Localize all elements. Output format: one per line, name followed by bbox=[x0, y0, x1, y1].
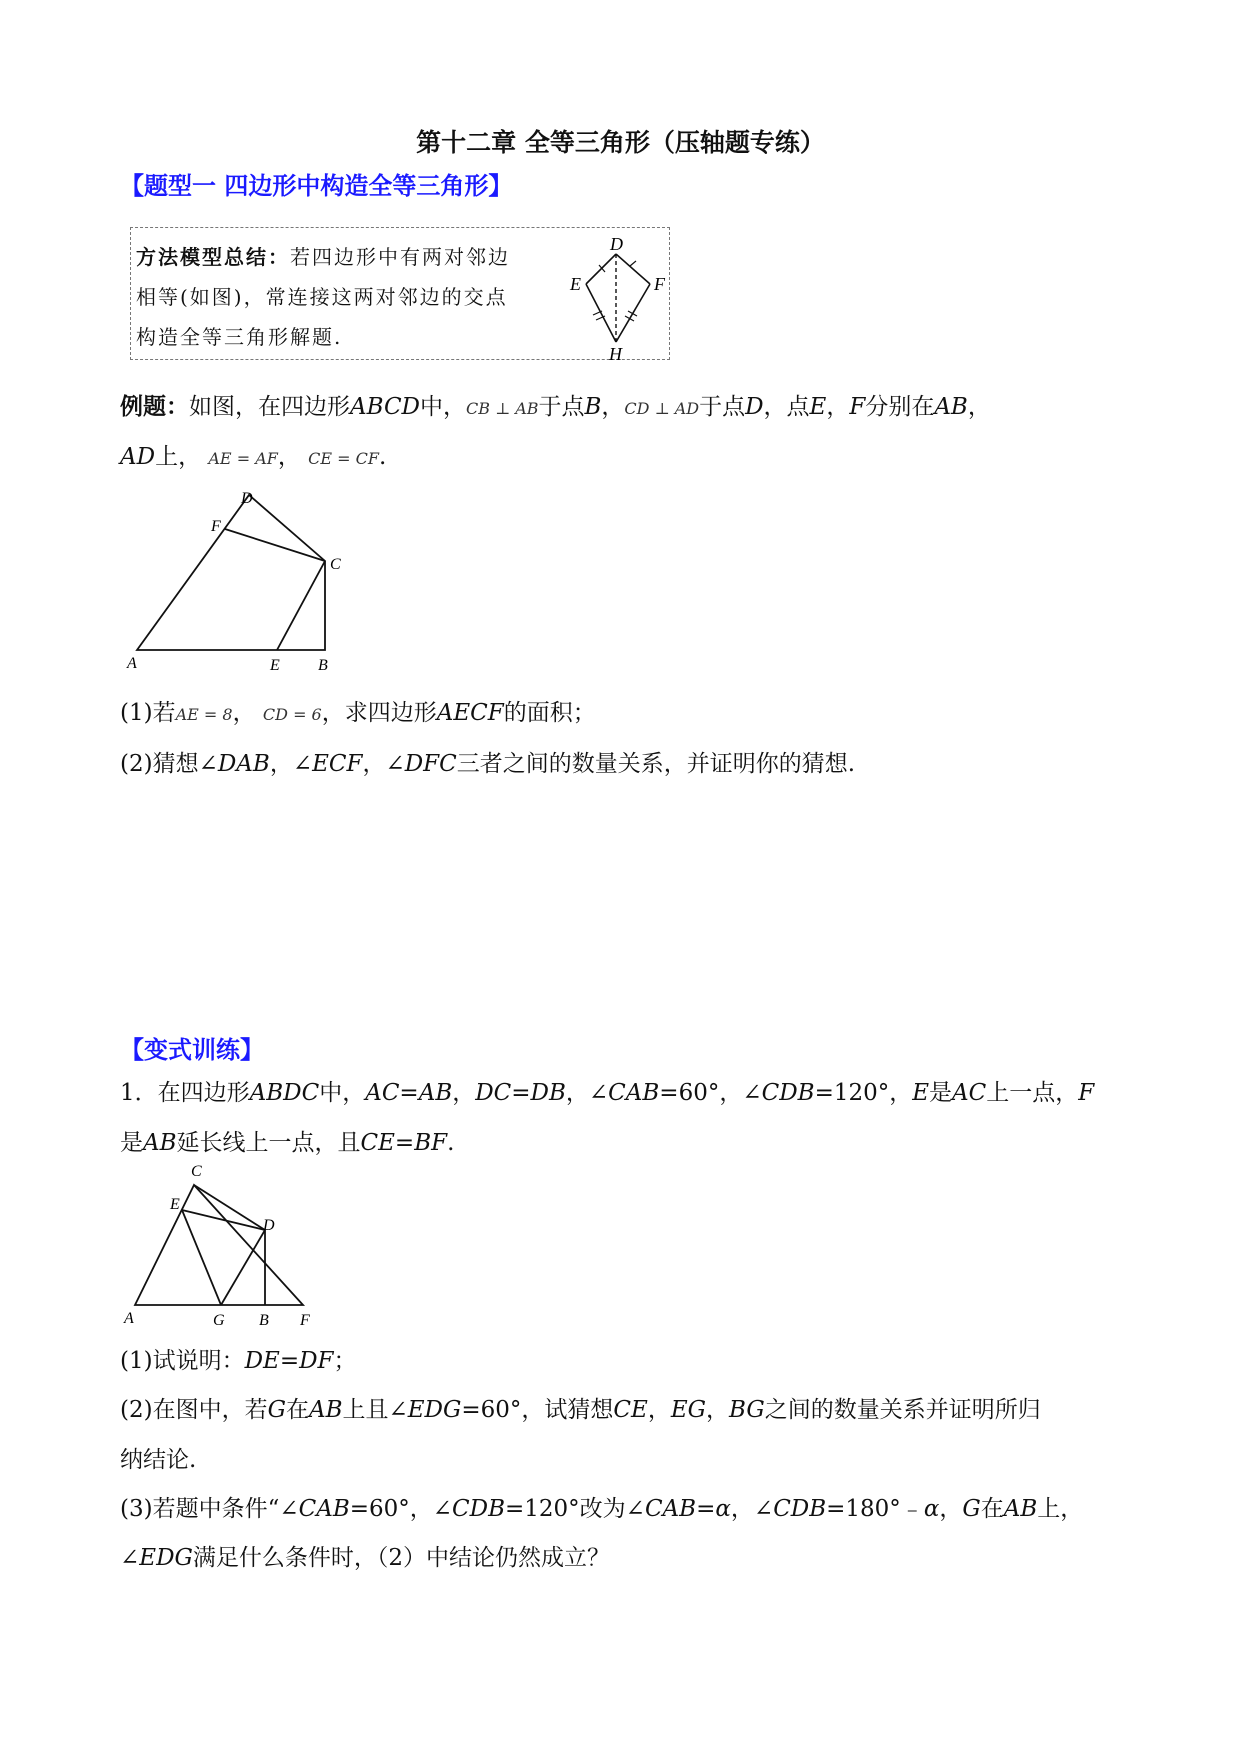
kite-label-f: F bbox=[654, 274, 665, 294]
variation-problem-line-2: 是AB延长线上一点，且CE=BF. bbox=[120, 1130, 455, 1156]
method-line-2: 相等(如图)，常连接这两对邻边的交点 bbox=[136, 285, 508, 309]
segment-ed bbox=[182, 1210, 265, 1230]
kite-label-e: E bbox=[570, 274, 581, 294]
fig1-label-e: E bbox=[270, 657, 280, 674]
method-text-1: 若四边形中有两对邻边 bbox=[290, 245, 510, 269]
kite-label-d: D bbox=[610, 236, 623, 254]
variation-question-3-cont: ∠EDG满足什么条件时，（2）中结论仍然成立？ bbox=[120, 1545, 611, 1571]
example-figure-quadrilateral bbox=[120, 488, 350, 678]
triangle-acf bbox=[135, 1185, 303, 1305]
fig1-label-d: D bbox=[241, 490, 253, 507]
example-question-1: (1)若AE = 8， CD = 6，求四边形AECF的面积； bbox=[120, 700, 596, 726]
fig2-label-d: D bbox=[263, 1217, 275, 1234]
kite-figure bbox=[560, 236, 670, 364]
tick-df bbox=[630, 261, 636, 266]
kite-side-de bbox=[586, 254, 616, 284]
fig1-label-b: B bbox=[318, 657, 328, 674]
fig1-label-a: A bbox=[127, 655, 137, 672]
variation-problem-line-1: 1．在四边形ABDC中，AC=AB，DC=DB，∠CAB=60°，∠CDB=120°，E是AC上一点，F bbox=[120, 1080, 1095, 1106]
method-line-3: 构造全等三角形解题. bbox=[136, 325, 343, 349]
segment-eg bbox=[182, 1210, 221, 1305]
fig2-label-c: C bbox=[191, 1163, 202, 1180]
page-title: 第十二章 全等三角形（压轴题专练） bbox=[416, 128, 825, 157]
variation-question-2-cont: 纳结论. bbox=[120, 1447, 197, 1473]
method-summary-text bbox=[136, 237, 556, 357]
kite-side-eh bbox=[586, 284, 616, 342]
fig2-label-b: B bbox=[259, 1312, 269, 1329]
fig1-label-f: F bbox=[211, 518, 221, 535]
quad-abcd bbox=[137, 495, 325, 650]
fig2-label-g: G bbox=[213, 1312, 225, 1329]
segment-fc bbox=[225, 529, 325, 561]
example-line-1: 例题：如图，在四边形ABCD中，CB ⊥ AB于点B，CD ⊥ AD于点D，点E，F分别在AB， bbox=[120, 393, 991, 420]
variation-question-2: (2)在图中，若G在AB上且∠EDG=60°，试猜想CE，EG，BG之间的数量关系并证明所归 bbox=[120, 1397, 1041, 1423]
kite-label-h: H bbox=[609, 344, 622, 364]
example-line-2: AD上， AE = AF， CE = CF. bbox=[120, 444, 387, 470]
kite-side-fh bbox=[616, 284, 650, 342]
fig2-label-f: F bbox=[300, 1312, 310, 1329]
fig1-label-c: C bbox=[330, 556, 341, 573]
method-line-1 bbox=[136, 237, 556, 277]
variation-question-3: (3)若题中条件“∠CAB=60°，∠CDB=120°改为∠CAB=α，∠CDB=180°﹣α，G在AB上， bbox=[120, 1496, 1084, 1522]
variation-question-1: (1)试说明：DE=DF； bbox=[120, 1348, 357, 1374]
variation-figure-triangle bbox=[120, 1160, 330, 1330]
kite-side-df bbox=[616, 254, 650, 284]
fig2-label-a: A bbox=[124, 1310, 134, 1327]
method-colon: ： bbox=[268, 245, 290, 269]
segment-gd bbox=[221, 1230, 265, 1305]
example-question-2: (2)猜想∠DAB，∠ECF，∠DFC三者之间的数量关系，并证明你的猜想. bbox=[120, 751, 856, 777]
section-heading-variation: 【变式训练】 bbox=[120, 1036, 264, 1064]
fig2-label-e: E bbox=[170, 1196, 180, 1213]
example-label: 例题： bbox=[120, 393, 189, 420]
section-heading-type1: 【题型一 四边形中构造全等三角形】 bbox=[120, 172, 513, 200]
segment-ec bbox=[277, 561, 325, 650]
method-label: 方法模型总结 bbox=[136, 245, 268, 269]
